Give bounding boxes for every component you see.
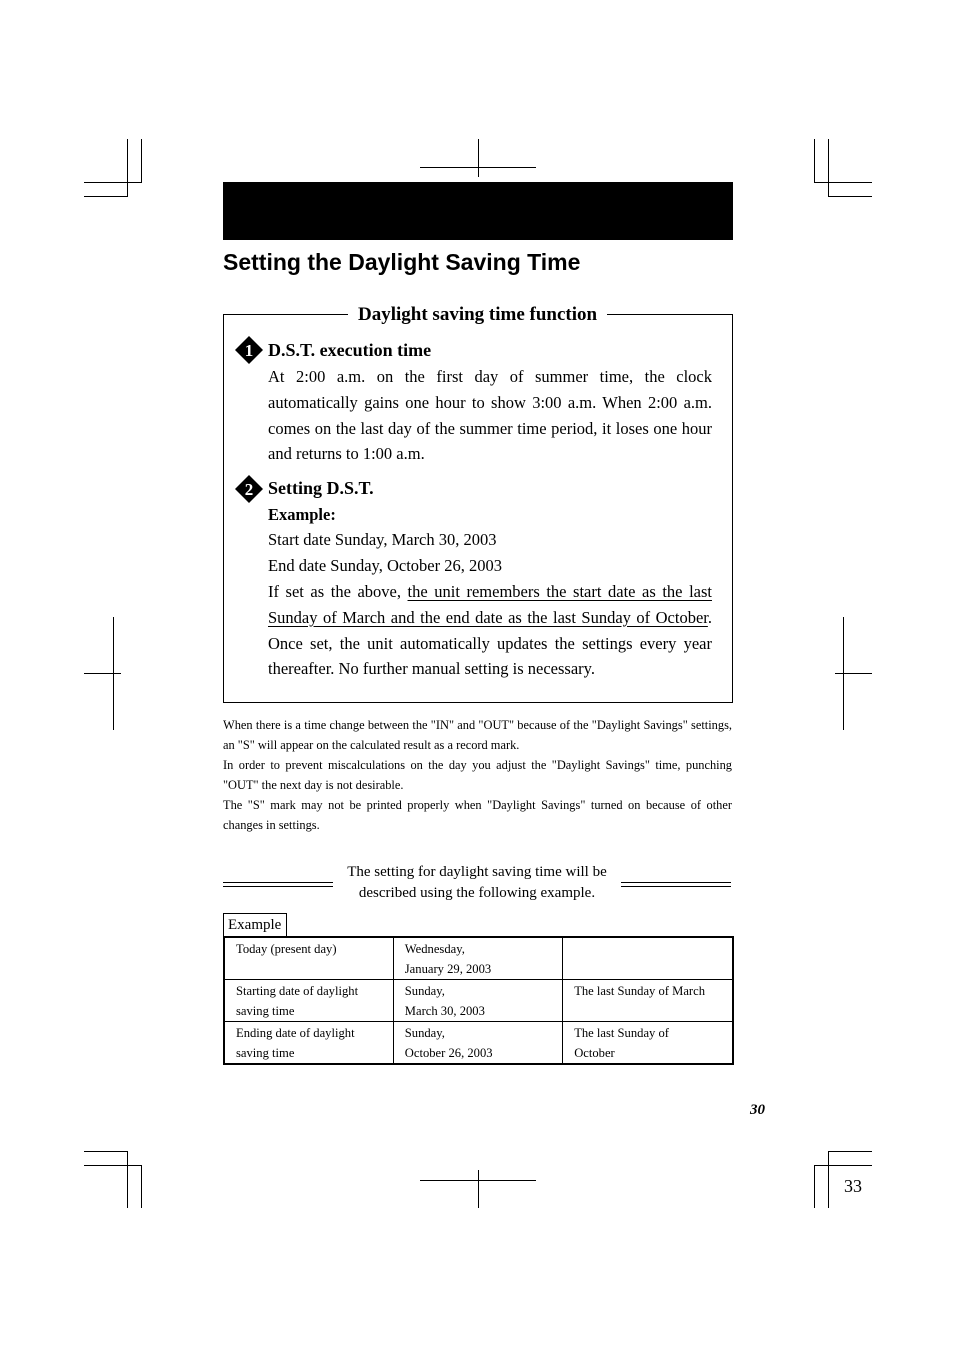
example-tab-label: Example [223,913,287,936]
double-rule-right [621,882,731,887]
table-row [224,1022,733,1065]
section-1-number: 1 [244,341,254,360]
row-label-cell: Ending date of daylight saving time [224,1022,393,1065]
row-rule-cell: The last Sunday of October [563,1022,733,1065]
row-date-cell: Wednesday, January 29, 2003 [393,937,562,980]
section-2-number: 2 [244,480,254,499]
para-prefix: If set as the above, [268,582,408,601]
italic-page-number: 30 [750,1102,765,1118]
section-1-heading: D.S.T. execution time [268,340,432,360]
intro-line-2: described using the following example. [358,885,596,901]
row-label-cell: Starting date of daylight saving time [224,980,393,1022]
row-date-cell: Sunday, March 30, 2003 [393,980,562,1022]
intro-line-1: The setting for daylight saving time will be [347,864,607,880]
section-2-heading: Setting D.S.T. [268,478,374,498]
example-label: Example: [268,505,336,524]
row-rule-cell: The last Sunday of March [563,980,733,1022]
note-1: When there is a time change between the "IN" and "OUT" because of the "Daylight Savings" settings, an "S" will appear on the calculated result as a record mark. [223,718,732,752]
table-row [224,937,733,980]
row-date-cell: Sunday, October 26, 2003 [393,1022,562,1065]
para-underlined: the unit remembers the start date as the last Sunday of March and the end date as the last Sunday of October [268,582,712,627]
number-1-diamond-icon [235,336,263,364]
row-rule-cell [563,937,733,980]
note-3: The "S" mark may not be printed properly when "Daylight Savings" turned on because of other changes in settings. [223,798,732,832]
dst-box-title: Daylight saving time function [348,302,607,328]
end-date-line: End date Sunday, October 26, 2003 [268,556,503,575]
notes [223,715,732,835]
section-2-paragraph [268,579,712,682]
page-title: Setting the Daylight Saving Time [223,249,581,275]
double-rule-left [223,882,333,887]
header-bar [223,182,733,240]
row-label-cell: Today (present day) [224,937,393,980]
section-1-text: At 2:00 a.m. on the first day of summer time, the clock automatically gains one hour to show 3:00 a.m. When 2:00 a.m. comes on the last day of the summer time period, it loses one hour and returns to 1:00 a.m. [268,367,712,464]
number-2-diamond-icon [235,475,263,503]
para-suffix: . Once set, the unit automatically updates the settings every year thereafter. No further manual setting is necessary. [268,607,712,679]
example-table [223,936,734,1065]
start-date-line: Start date Sunday, March 30, 2003 [268,530,497,549]
table-row [224,980,733,1022]
example-intro [334,862,620,904]
note-2: In order to prevent miscalculations on the day you adjust the "Daylight Savings" time, punching "OUT" the next day is not desirable. [223,758,732,792]
page-number: 33 [844,1176,862,1196]
